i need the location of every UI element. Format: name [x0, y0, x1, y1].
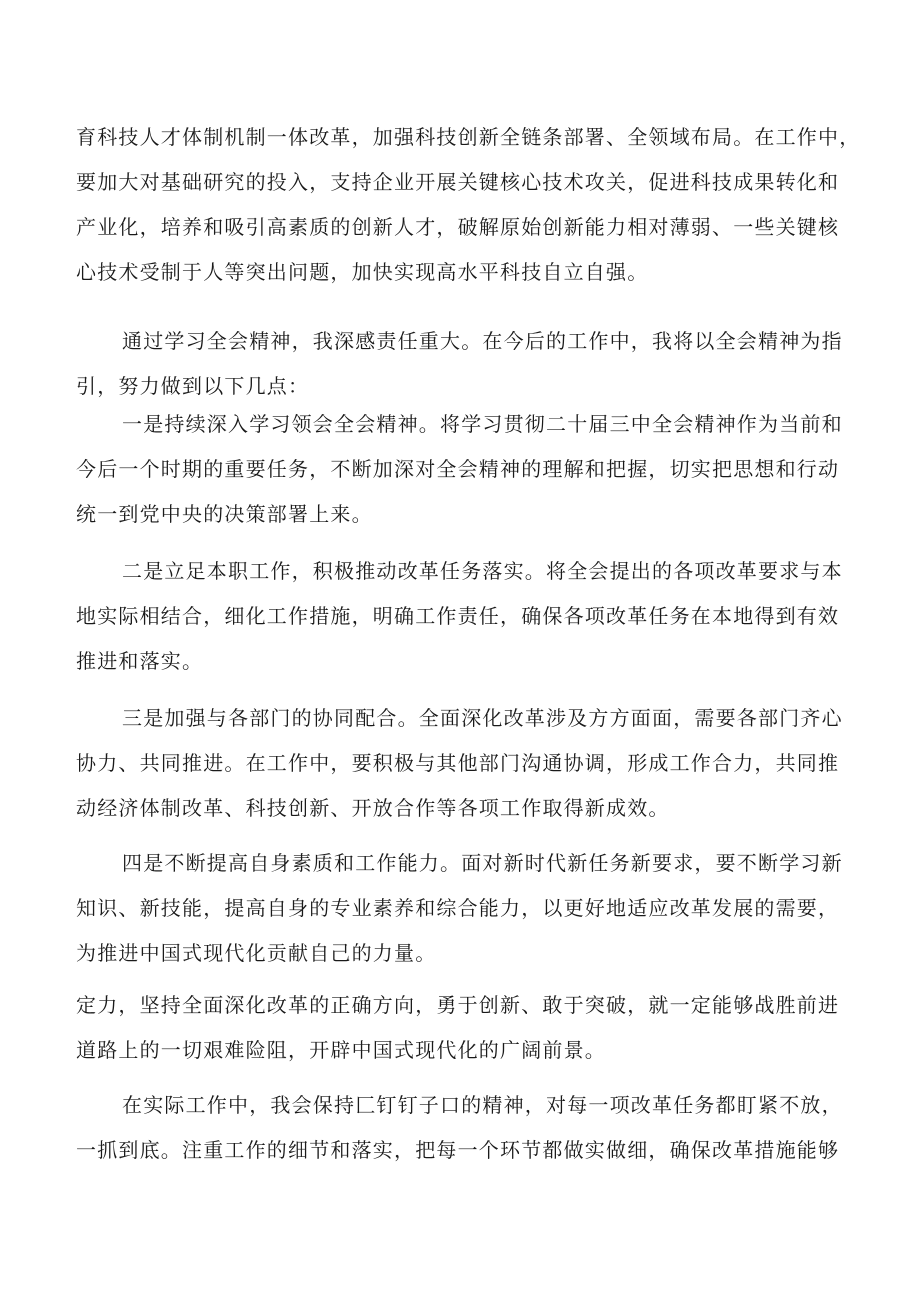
paragraph-3: [76, 402, 866, 537]
text-line: 一是持续深入学习领会全会精神。将学习贯彻二十届三中全会精神作为当前和: [122, 412, 843, 436]
text-line: 知识、新技能，提高自身的专业素养和综合能力，以更好地适应改革发展的需要，: [76, 896, 840, 920]
text-line: 四是不断提高自身素质和工作能力。面对新时代新任务新要求，要不断学习新: [122, 851, 843, 875]
text-line: 产业化，培养和吸引高素质的创新人才，破解原始创新能力相对薄弱、一些关键核: [76, 215, 840, 239]
text-line: 通过学习全会精神，我深感责任重大。在今后的工作中，我将以全会精神为指: [122, 329, 843, 353]
paragraph-1: [76, 115, 866, 295]
text-line: 统一到党中央的决策部署上来。: [76, 502, 373, 526]
text-line: 今后一个时期的重要任务，不断加深对全会精神的理解和把握，切实把思想和行动: [76, 457, 840, 481]
text-line: 协力、共同推进。在工作中，要积极与其他部门沟通协调，形成工作合力，共同推: [76, 751, 840, 775]
text-line: 在实际工作中，我会保持匚钉钉子口的精神，对每一项改革任务都盯紧不放，: [122, 1093, 843, 1117]
text-line: 心技术受制于人等突出问题，加快实现高水平科技自立自强。: [76, 260, 649, 284]
text-line: 引，努力做到以下几点：: [76, 374, 310, 398]
paragraph-7: [76, 983, 866, 1073]
text-line: 三是加强与各部门的协同配合。全面深化改革涉及方方面面，需要各部门齐心: [122, 706, 843, 730]
text-line: 地实际相结合，细化工作措施，明确工作责任，确保各项改革任务在本地得到有效: [76, 604, 840, 628]
paragraph-4: [76, 549, 866, 684]
paragraph-6: [76, 841, 866, 976]
text-line: 道路上的一切艰难险阻，开辟中国式现代化的广阔前景。: [76, 1038, 606, 1062]
text-line: 二是立足本职工作，积极推动改革任务落实。将全会提出的各项改革要求与本: [122, 559, 843, 583]
text-line: 为推进中国式现代化贡献自己的力量。: [76, 941, 437, 965]
paragraph-2: [76, 319, 866, 409]
paragraph-5: [76, 696, 866, 831]
text-line: 定力，坚持全面深化改革的正确方向，勇于创新、敢于突破，就一定能够战胜前进: [76, 993, 840, 1017]
text-line: 一抓到底。注重工作的细节和落实，把每一个环节都做实做细，确保改革措施能够: [76, 1138, 840, 1162]
text-line: 动经济体制改革、科技创新、开放合作等各项工作取得新成效。: [76, 796, 670, 820]
text-line: 要加大对基础研究的投入，支持企业开展关键核心技术攻关，促进科技成果转化和: [76, 170, 840, 194]
paragraph-8: [76, 1083, 866, 1173]
text-line: 推进和落实。: [76, 649, 204, 673]
text-line: 育科技人才体制机制一体改革，加强科技创新全链条部署、全领域布局。在工作中，: [76, 125, 861, 149]
